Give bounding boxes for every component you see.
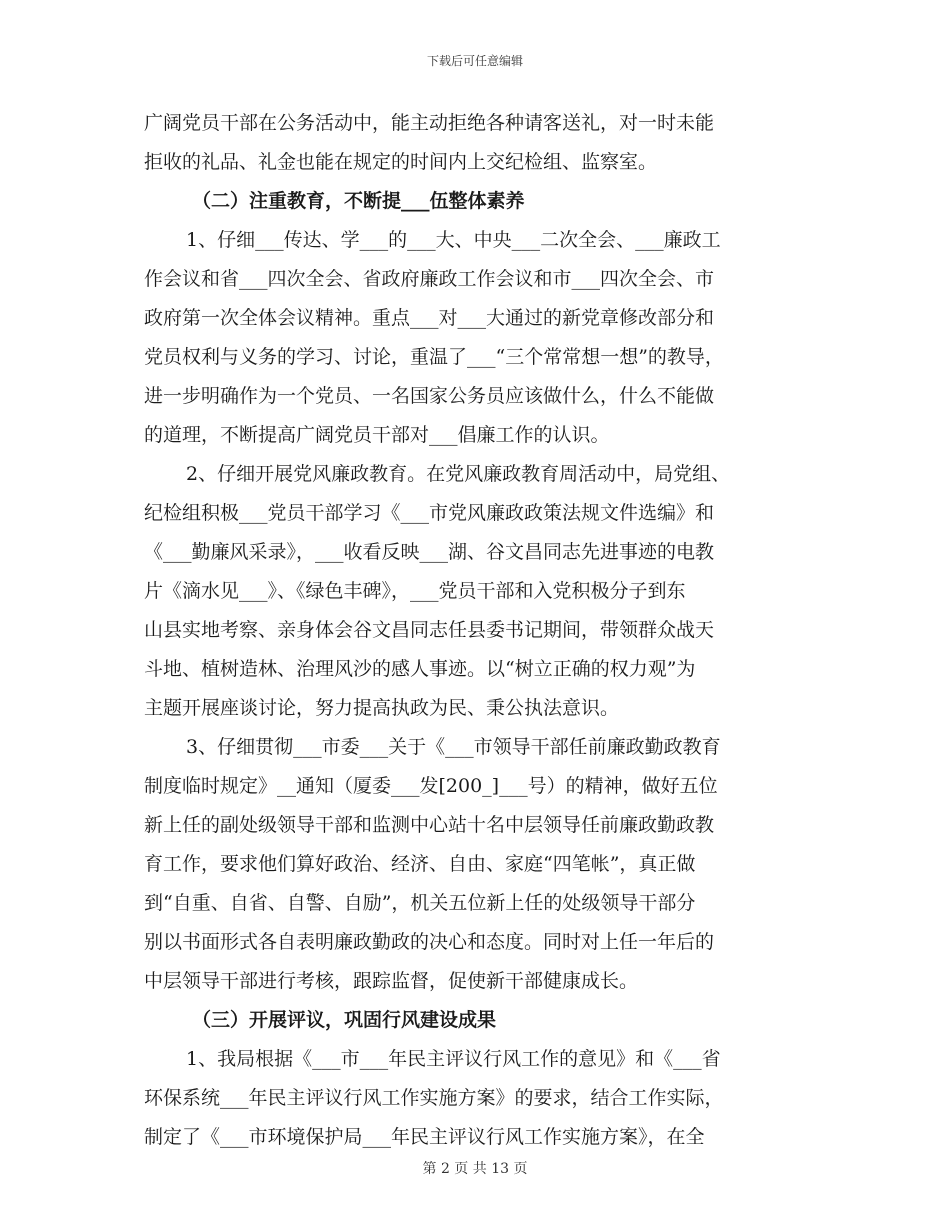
text-line: 的道理，不断提高广阔党员干部对___倡廉工作的认识。 [144, 424, 610, 446]
text-line: 新上任的副处级领导干部和监测中心站十名中层领导任前廉政勤政教 [144, 814, 715, 836]
text-line: 进一步明确作为一个党员、一名国家公务员应该做什么，什么不能做 [144, 385, 715, 407]
text-line: 作会议和省___四次全会、省政府廉政工作会议和市___四次全会、市 [144, 268, 715, 290]
text-line: 育工作，要求他们算好政治、经济、自由、家庭“四笔帐”，真正做 [144, 853, 696, 875]
page-footer: 第 2 页 共 13 页 [422, 1161, 528, 1177]
text-line: 环保系统___年民主评议行风工作实施方案》的要求，结合工作实际， [144, 1087, 724, 1109]
text-line: 1、仔细___传达、学___的___大、中央___二次全会、___廉政工 [186, 229, 721, 251]
text-line: 片《滴水见___》、《绿色丰碑》，___党员干部和入党积极分子到东 [144, 580, 686, 602]
text-line: 拒收的礼品、礼金也能在规定的时间内上交纪检组、监察室。 [144, 151, 658, 173]
text-line: 3、仔细贯彻___市委___关于《___市领导干部任前廉政勤政教育 [186, 736, 721, 758]
text-line: 斗地、植树造林、治理风沙的感人事迹。以“树立正确的权力观”为 [144, 658, 696, 680]
text-line: 政府第一次全体会议精神。重点___对___大通过的新党章修改部分和 [144, 307, 715, 329]
document-body [144, 104, 804, 1157]
text-line: 到“自重、自省、自警、自励”，机关五位新上任的处级领导干部分 [144, 892, 696, 914]
text-line: 制定了《___市环境保护局___年民主评议行风工作实施方案》，在全 [144, 1126, 705, 1148]
text-line: 纪检组积极___党员干部学习《___市党风廉政政策法规文件选编》和 [144, 502, 715, 524]
text-line: 党员权利与义务的学习、讨论，重温了___“三个常常想一想”的教导， [144, 346, 724, 368]
text-line: 山县实地考察、亲身体会谷文昌同志任县委书记期间，带领群众战天 [144, 619, 715, 641]
text-line: 中层领导干部进行考核，跟踪监督，促使新干部健康成长。 [144, 970, 639, 992]
section-heading: （三）开展评议，巩固行风建设成果 [192, 1009, 497, 1031]
text-line: 2、仔细开展党风廉政教育。在党风廉政教育周活动中，局党组、 [186, 463, 731, 485]
page-header: 下载后可任意编辑 [426, 54, 523, 68]
text-line: 《___勤廉风采录》，___收看反映___湖、谷文昌同志先进事迹的电教 [144, 541, 715, 563]
text-line: 1、我局根据《___市___年民主评议行风工作的意见》和《___省 [186, 1048, 721, 1070]
text-line: 主题开展座谈讨论，努力提高执政为民、秉公执法意识。 [144, 697, 620, 719]
text-line: 广阔党员干部在公务活动中，能主动拒绝各种请客送礼，对一时未能 [144, 112, 715, 134]
section-heading: （二）注重教育，不断提___伍整体素养 [192, 190, 525, 212]
text-line: 别以书面形式各自表明廉政勤政的决心和态度。同时对上任一年后的 [144, 931, 715, 953]
text-line: 制度临时规定》__通知（厦委___发[200_]___号）的精神，做好五位 [144, 775, 718, 797]
